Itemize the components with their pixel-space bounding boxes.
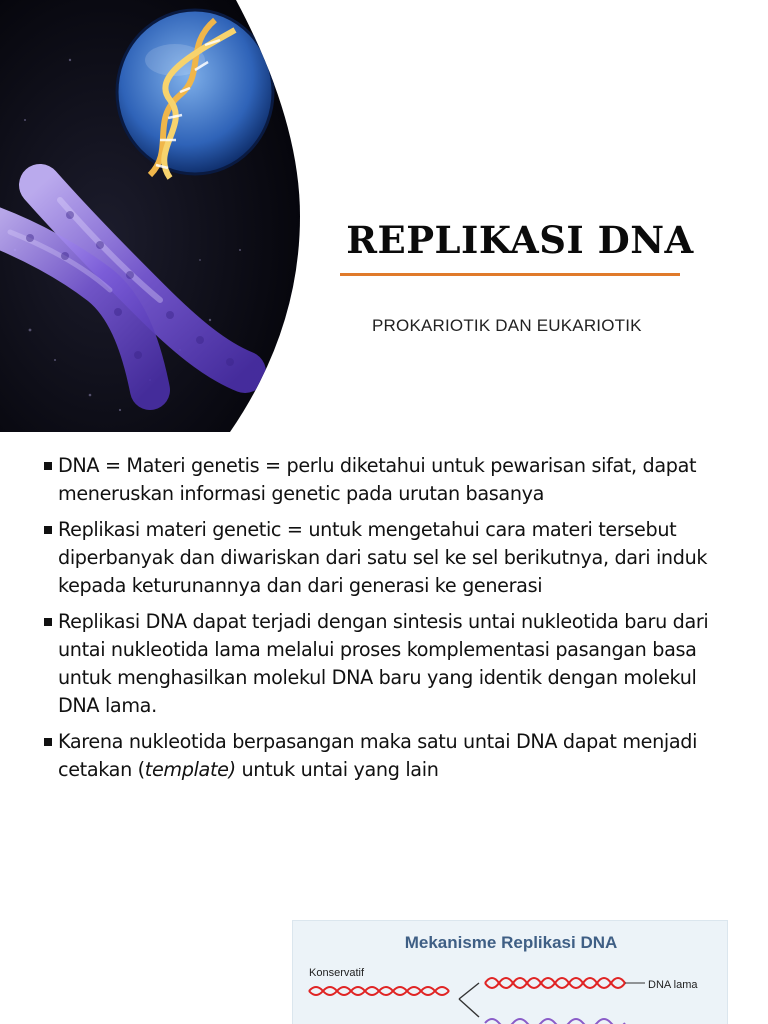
diagram-label-konservatif: Konservatif (309, 967, 365, 979)
square-bullet-icon (44, 526, 52, 534)
bullet-text-before: Karena nukleotida berpasangan maka satu untai DNA dapat menjadi cetakan ( (58, 730, 698, 781)
slide-subtitle: PROKARIOTIK DAN EUKARIOTIK (372, 316, 642, 335)
bullet-text: Replikasi DNA dapat terjadi dengan sintesis untai nukleotida baru dari untai nukleotida lama melalui proses komplementasi pasangan basa untuk menghasilkan molekul DNA baru yang identik dengan molekul DNA lama. (58, 610, 709, 717)
bullet-item (40, 452, 740, 508)
dna-strands-graphic (293, 921, 729, 1024)
square-bullet-icon (44, 738, 52, 746)
diagram-label-dna-lama: DNA lama (648, 979, 698, 991)
bullet-text-italic: template) (144, 758, 236, 781)
square-bullet-icon (44, 618, 52, 626)
bullet-text: DNA = Materi genetis = perlu diketahui untuk pewarisan sifat, dapat meneruskan informasi genetic pada urutan basanya (58, 454, 697, 505)
content-slide (0, 432, 768, 1024)
slide-title: REPLIKASI DNA (346, 218, 694, 262)
bullet-list (40, 452, 740, 792)
bullet-item (40, 608, 740, 720)
replication-diagram (292, 920, 728, 1024)
square-bullet-icon (44, 462, 52, 470)
new-strand-right (485, 1019, 625, 1024)
bullet-item (40, 516, 740, 600)
old-strand-right-2 (485, 978, 625, 988)
branch-arrow-down (459, 999, 479, 1017)
bullet-item (40, 728, 740, 784)
title-slide (0, 0, 768, 432)
title-underline (340, 273, 680, 276)
bullet-text-after: untuk untai yang lain (235, 758, 439, 781)
bullet-text: Replikasi materi genetic = untuk mengetahui cara materi tersebut diperbanyak dan diwariskan dari satu sel ke sel berikutnya, dari induk kepada keturunannya dan dari generasi ke generasi (58, 518, 708, 597)
branch-arrow-up (459, 983, 479, 999)
old-strand-left-2 (309, 987, 449, 995)
chromosome-hero-image (0, 0, 300, 432)
diagram-title: Mekanisme Replikasi DNA (404, 933, 618, 952)
